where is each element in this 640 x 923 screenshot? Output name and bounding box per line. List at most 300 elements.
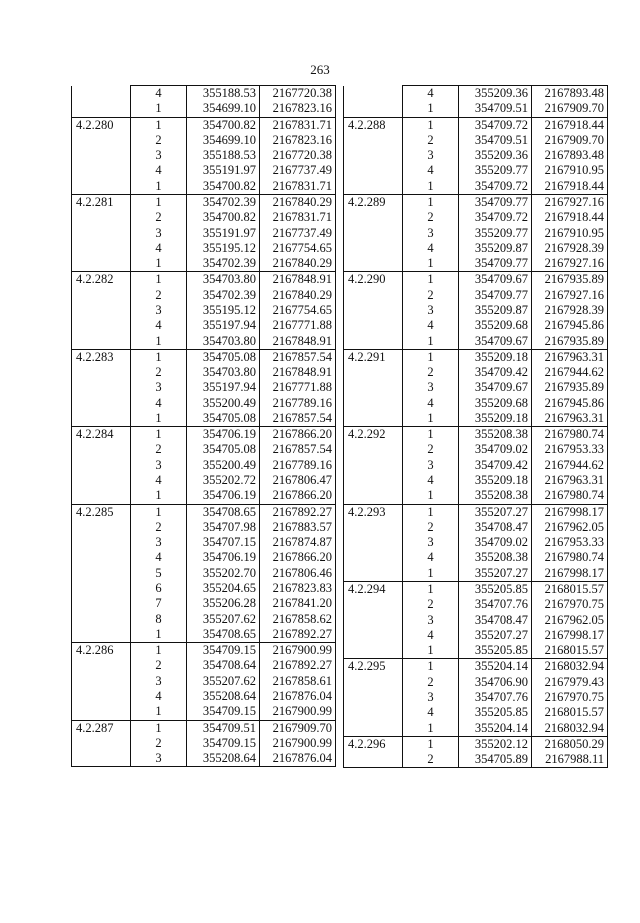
section-number [72, 488, 131, 504]
section-number [344, 318, 403, 333]
point-number: 1 [131, 179, 187, 195]
x-coordinate: 355209.68 [459, 396, 532, 411]
point-number: 2 [131, 133, 187, 148]
x-coordinate: 355202.12 [459, 736, 532, 752]
point-number: 3 [403, 613, 459, 628]
y-coordinate: 2167910.95 [532, 163, 608, 178]
table-row [344, 705, 608, 720]
point-number: 2 [131, 442, 187, 457]
table-row [344, 659, 608, 675]
table-row [72, 488, 336, 504]
table-row [72, 704, 336, 720]
x-coordinate: 355191.97 [187, 226, 260, 241]
y-coordinate: 2168015.57 [532, 582, 608, 598]
section-number [72, 303, 131, 318]
table-row [344, 194, 608, 210]
table-row [344, 210, 608, 225]
table-row [344, 566, 608, 582]
y-coordinate: 2167935.89 [532, 380, 608, 395]
section-number [72, 396, 131, 411]
point-number: 1 [403, 488, 459, 504]
x-coordinate: 354709.72 [459, 210, 532, 225]
point-number: 1 [403, 504, 459, 520]
point-number: 4 [403, 550, 459, 565]
table-row [72, 241, 336, 256]
x-coordinate: 354700.82 [187, 210, 260, 225]
x-coordinate: 354709.51 [459, 133, 532, 148]
x-coordinate: 355205.85 [459, 582, 532, 598]
table-row [344, 163, 608, 178]
x-coordinate: 354707.98 [187, 520, 260, 535]
x-coordinate: 354699.10 [187, 101, 260, 117]
section-number [72, 627, 131, 643]
point-number: 2 [403, 210, 459, 225]
section-number [344, 643, 403, 659]
x-coordinate: 354708.65 [187, 504, 260, 520]
table-row [344, 349, 608, 365]
table-row [72, 473, 336, 488]
point-number: 4 [131, 689, 187, 704]
x-coordinate: 355209.36 [459, 86, 532, 102]
section-number [72, 566, 131, 581]
y-coordinate: 2167900.99 [260, 704, 336, 720]
y-coordinate: 2167963.31 [532, 473, 608, 488]
point-number: 3 [131, 226, 187, 241]
y-coordinate: 2167945.86 [532, 396, 608, 411]
table-row [72, 458, 336, 473]
y-coordinate: 2167848.91 [260, 272, 336, 288]
y-coordinate: 2167840.29 [260, 194, 336, 210]
x-coordinate: 355208.38 [459, 427, 532, 443]
section-number [344, 148, 403, 163]
x-coordinate: 355200.49 [187, 396, 260, 411]
table-row [72, 210, 336, 225]
section-number [72, 736, 131, 751]
point-number: 1 [403, 334, 459, 350]
section-number [344, 380, 403, 395]
section-number [72, 550, 131, 565]
table-row [72, 179, 336, 195]
table-row [344, 721, 608, 737]
section-number [344, 597, 403, 612]
y-coordinate: 2167874.87 [260, 535, 336, 550]
table-row [344, 133, 608, 148]
section-number [72, 442, 131, 457]
table-row [72, 535, 336, 550]
x-coordinate: 354708.64 [187, 658, 260, 673]
section-number [344, 488, 403, 504]
point-number: 2 [131, 210, 187, 225]
point-number: 3 [131, 458, 187, 473]
section-number [344, 133, 403, 148]
table-row [344, 613, 608, 628]
x-coordinate: 354709.15 [187, 736, 260, 751]
x-coordinate: 354706.19 [187, 550, 260, 565]
section-number [344, 256, 403, 272]
table-row [344, 488, 608, 504]
y-coordinate: 2167980.74 [532, 550, 608, 565]
table-row [72, 256, 336, 272]
section-number [344, 365, 403, 380]
table-row [72, 226, 336, 241]
section-number [72, 612, 131, 627]
point-number: 3 [131, 148, 187, 163]
x-coordinate: 355209.18 [459, 473, 532, 488]
y-coordinate: 2167918.44 [532, 179, 608, 195]
point-number: 2 [403, 442, 459, 457]
y-coordinate: 2167754.65 [260, 303, 336, 318]
x-coordinate: 354709.67 [459, 272, 532, 288]
section-number [344, 288, 403, 303]
point-number: 1 [403, 179, 459, 195]
x-coordinate: 354709.15 [187, 704, 260, 720]
point-number: 7 [131, 596, 187, 611]
table-row [72, 334, 336, 350]
x-coordinate: 355209.77 [459, 226, 532, 241]
x-coordinate: 355204.14 [459, 659, 532, 675]
y-coordinate: 2167980.74 [532, 427, 608, 443]
point-number: 1 [403, 256, 459, 272]
x-coordinate: 354707.15 [187, 535, 260, 550]
section-number [344, 721, 403, 737]
table-row [72, 504, 336, 520]
point-number: 1 [403, 194, 459, 210]
table-row [72, 566, 336, 581]
table-row [344, 504, 608, 520]
y-coordinate: 2167945.86 [532, 318, 608, 333]
point-number: 4 [403, 473, 459, 488]
y-coordinate: 2167737.49 [260, 226, 336, 241]
section-number [72, 318, 131, 333]
y-coordinate: 2167944.62 [532, 458, 608, 473]
table-row [72, 318, 336, 333]
y-coordinate: 2167910.95 [532, 226, 608, 241]
point-number: 2 [403, 365, 459, 380]
y-coordinate: 2167892.27 [260, 627, 336, 643]
point-number: 2 [403, 133, 459, 148]
x-coordinate: 355209.77 [459, 163, 532, 178]
y-coordinate: 2167866.20 [260, 488, 336, 504]
point-number: 2 [403, 675, 459, 690]
table-row [344, 101, 608, 117]
y-coordinate: 2167944.62 [532, 365, 608, 380]
x-coordinate: 354702.39 [187, 194, 260, 210]
y-coordinate: 2167909.70 [532, 133, 608, 148]
point-number: 2 [131, 520, 187, 535]
y-coordinate: 2167806.47 [260, 473, 336, 488]
section-number [72, 241, 131, 256]
y-coordinate: 2167909.70 [532, 101, 608, 117]
y-coordinate: 2167998.17 [532, 504, 608, 520]
x-coordinate: 354703.80 [187, 272, 260, 288]
point-number: 2 [403, 520, 459, 535]
table-row [72, 736, 336, 751]
y-coordinate: 2167876.04 [260, 689, 336, 704]
y-coordinate: 2167893.48 [532, 86, 608, 102]
section-number: 4.2.285 [72, 504, 131, 520]
point-number: 3 [403, 303, 459, 318]
section-number [344, 179, 403, 195]
point-number: 3 [403, 458, 459, 473]
table-row [344, 411, 608, 427]
table-row [72, 349, 336, 365]
x-coordinate: 354709.51 [459, 101, 532, 117]
y-coordinate: 2167892.27 [260, 504, 336, 520]
y-coordinate: 2167840.29 [260, 256, 336, 272]
point-number: 1 [131, 704, 187, 720]
point-number: 4 [131, 473, 187, 488]
section-number [72, 210, 131, 225]
point-number: 2 [403, 752, 459, 768]
x-coordinate: 354709.42 [459, 365, 532, 380]
x-coordinate: 355188.53 [187, 86, 260, 102]
point-number: 2 [403, 597, 459, 612]
point-number: 2 [131, 288, 187, 303]
y-coordinate: 2167754.65 [260, 241, 336, 256]
x-coordinate: 355209.18 [459, 411, 532, 427]
table-row [344, 365, 608, 380]
table-row [344, 226, 608, 241]
x-coordinate: 355205.85 [459, 705, 532, 720]
y-coordinate: 2167789.16 [260, 396, 336, 411]
x-coordinate: 354706.19 [187, 427, 260, 443]
table-row [72, 581, 336, 596]
x-coordinate: 354706.90 [459, 675, 532, 690]
point-number: 1 [403, 101, 459, 117]
table-row [344, 86, 608, 102]
y-coordinate: 2167848.91 [260, 334, 336, 350]
x-coordinate: 354705.08 [187, 442, 260, 457]
x-coordinate: 354705.89 [459, 752, 532, 768]
section-number [72, 458, 131, 473]
x-coordinate: 354709.15 [187, 643, 260, 659]
point-number: 1 [403, 643, 459, 659]
x-coordinate: 354708.47 [459, 520, 532, 535]
y-coordinate: 2168015.57 [532, 643, 608, 659]
table-row [72, 612, 336, 627]
table-row [72, 365, 336, 380]
x-coordinate: 354709.67 [459, 334, 532, 350]
section-number [72, 133, 131, 148]
y-coordinate: 2168050.29 [532, 736, 608, 752]
point-number: 3 [131, 751, 187, 767]
section-number [72, 148, 131, 163]
table-row [72, 550, 336, 565]
table-row [344, 628, 608, 643]
section-number: 4.2.294 [344, 582, 403, 598]
section-number [344, 303, 403, 318]
section-number [72, 473, 131, 488]
section-number [344, 442, 403, 457]
y-coordinate: 2167998.17 [532, 566, 608, 582]
y-coordinate: 2167858.61 [260, 674, 336, 689]
y-coordinate: 2167892.27 [260, 658, 336, 673]
x-coordinate: 355204.14 [459, 721, 532, 737]
table-row [72, 380, 336, 395]
table-row [344, 117, 608, 133]
x-coordinate: 354709.77 [459, 194, 532, 210]
table-row [344, 520, 608, 535]
section-number [72, 581, 131, 596]
x-coordinate: 354709.42 [459, 458, 532, 473]
table-row [72, 148, 336, 163]
y-coordinate: 2167970.75 [532, 597, 608, 612]
table-row [344, 458, 608, 473]
table-row [344, 535, 608, 550]
x-coordinate: 354702.39 [187, 256, 260, 272]
point-number: 1 [131, 349, 187, 365]
section-number: 4.2.292 [344, 427, 403, 443]
y-coordinate: 2167831.71 [260, 210, 336, 225]
x-coordinate: 355209.87 [459, 303, 532, 318]
section-number [72, 596, 131, 611]
section-number: 4.2.280 [72, 117, 131, 133]
point-number: 1 [403, 117, 459, 133]
y-coordinate: 2167720.38 [260, 148, 336, 163]
point-number: 4 [131, 318, 187, 333]
x-coordinate: 354702.39 [187, 288, 260, 303]
y-coordinate: 2167935.89 [532, 334, 608, 350]
point-number: 3 [403, 226, 459, 241]
point-number: 1 [131, 411, 187, 427]
section-number [344, 566, 403, 582]
x-coordinate: 355207.27 [459, 504, 532, 520]
x-coordinate: 354709.77 [459, 288, 532, 303]
section-number [344, 613, 403, 628]
table-row [344, 148, 608, 163]
y-coordinate: 2167963.31 [532, 349, 608, 365]
table-row [72, 596, 336, 611]
section-number: 4.2.295 [344, 659, 403, 675]
x-coordinate: 354705.08 [187, 411, 260, 427]
table-row [344, 473, 608, 488]
point-number: 6 [131, 581, 187, 596]
y-coordinate: 2167893.48 [532, 148, 608, 163]
point-number: 5 [131, 566, 187, 581]
table-row [72, 396, 336, 411]
table-row [344, 334, 608, 350]
section-number [344, 396, 403, 411]
table-row [344, 736, 608, 752]
section-number [344, 226, 403, 241]
point-number: 2 [403, 288, 459, 303]
section-number [72, 226, 131, 241]
point-number: 3 [403, 380, 459, 395]
point-number: 4 [403, 318, 459, 333]
x-coordinate: 354705.08 [187, 349, 260, 365]
x-coordinate: 355208.64 [187, 751, 260, 767]
y-coordinate: 2167789.16 [260, 458, 336, 473]
point-number: 3 [131, 303, 187, 318]
x-coordinate: 355197.94 [187, 318, 260, 333]
point-number: 3 [131, 674, 187, 689]
point-number: 1 [131, 504, 187, 520]
y-coordinate: 2167841.20 [260, 596, 336, 611]
point-number: 4 [131, 163, 187, 178]
x-coordinate: 355202.72 [187, 473, 260, 488]
point-number: 1 [131, 101, 187, 117]
x-coordinate: 354706.19 [187, 488, 260, 504]
point-number: 2 [131, 736, 187, 751]
table-row [72, 658, 336, 673]
point-number: 1 [131, 627, 187, 643]
point-number: 1 [403, 659, 459, 675]
y-coordinate: 2167900.99 [260, 736, 336, 751]
point-number: 4 [403, 241, 459, 256]
section-number [72, 380, 131, 395]
y-coordinate: 2167831.71 [260, 117, 336, 133]
table-row [72, 751, 336, 767]
y-coordinate: 2167962.05 [532, 613, 608, 628]
table-row [72, 427, 336, 443]
x-coordinate: 355200.49 [187, 458, 260, 473]
section-number [72, 658, 131, 673]
y-coordinate: 2167823.16 [260, 101, 336, 117]
table-row [344, 396, 608, 411]
point-number: 4 [131, 241, 187, 256]
table-row [344, 442, 608, 457]
x-coordinate: 355188.53 [187, 148, 260, 163]
section-number [344, 628, 403, 643]
section-number [72, 689, 131, 704]
point-number: 1 [131, 117, 187, 133]
x-coordinate: 354709.51 [187, 720, 260, 736]
y-coordinate: 2167806.46 [260, 566, 336, 581]
y-coordinate: 2167858.62 [260, 612, 336, 627]
y-coordinate: 2167979.43 [532, 675, 608, 690]
point-number: 1 [131, 720, 187, 736]
section-number: 4.2.286 [72, 643, 131, 659]
section-number: 4.2.283 [72, 349, 131, 365]
point-number: 8 [131, 612, 187, 627]
point-number: 1 [131, 194, 187, 210]
x-coordinate: 355197.94 [187, 380, 260, 395]
section-number [72, 365, 131, 380]
x-coordinate: 354709.02 [459, 442, 532, 457]
y-coordinate: 2167771.88 [260, 318, 336, 333]
y-coordinate: 2167962.05 [532, 520, 608, 535]
coordinates-table-right [343, 85, 608, 768]
y-coordinate: 2167823.16 [260, 133, 336, 148]
table-row [344, 380, 608, 395]
section-number [344, 86, 403, 102]
x-coordinate: 354707.76 [459, 690, 532, 705]
x-coordinate: 354703.80 [187, 334, 260, 350]
x-coordinate: 354703.80 [187, 365, 260, 380]
x-coordinate: 354709.72 [459, 179, 532, 195]
table-row [344, 643, 608, 659]
x-coordinate: 355202.70 [187, 566, 260, 581]
x-coordinate: 354700.82 [187, 179, 260, 195]
x-coordinate: 354700.82 [187, 117, 260, 133]
table-row [344, 241, 608, 256]
y-coordinate: 2167771.88 [260, 380, 336, 395]
table-row [72, 720, 336, 736]
point-number: 2 [131, 365, 187, 380]
y-coordinate: 2167857.54 [260, 411, 336, 427]
y-coordinate: 2168032.94 [532, 721, 608, 737]
section-number [344, 241, 403, 256]
point-number: 1 [403, 566, 459, 582]
table-row [72, 442, 336, 457]
table-row [344, 318, 608, 333]
section-number: 4.2.296 [344, 736, 403, 752]
table-row [344, 597, 608, 612]
x-coordinate: 355209.87 [459, 241, 532, 256]
y-coordinate: 2167831.71 [260, 179, 336, 195]
point-number: 1 [131, 272, 187, 288]
point-number: 1 [131, 643, 187, 659]
